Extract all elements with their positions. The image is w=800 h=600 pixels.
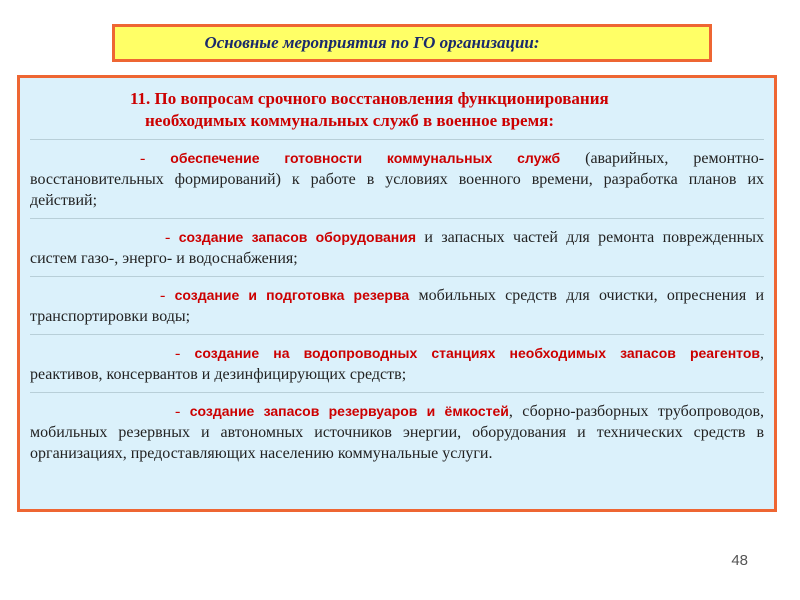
item-text: мобильных средств для очистки, опреснения и транспортировки воды; — [30, 287, 765, 325]
slide-title: Основные мероприятия по ГО организации: — [204, 33, 540, 52]
item-highlight: создание запасов оборудования — [178, 229, 417, 245]
divider — [30, 334, 764, 335]
section-heading — [30, 88, 764, 132]
divider — [30, 276, 764, 277]
divider — [30, 218, 764, 219]
divider — [30, 392, 764, 393]
list-item — [30, 285, 764, 327]
heading-line-1: 11. По вопросам срочного восстановления функционирования — [130, 89, 609, 108]
item-dash: - — [165, 229, 179, 246]
item-text: и запасных частей для ремонта поврежденных систем газо-, энерго- и водоснабжения; — [30, 229, 764, 267]
item-highlight: создание на водопроводных станциях необходимых запасов реагентов — [194, 345, 760, 361]
item-highlight: создание и подготовка резерва — [174, 287, 410, 303]
item-dash: - — [175, 403, 190, 420]
item-dash: - — [140, 150, 171, 167]
heading-line-2: необходимых коммунальных служб в военное время: — [145, 111, 555, 130]
item-highlight: обеспечение готовности коммунальных служб — [170, 150, 561, 166]
content-panel — [17, 75, 777, 512]
title-banner — [112, 24, 712, 62]
list-item — [30, 148, 764, 211]
divider — [30, 139, 764, 140]
item-highlight: создание запасов резервуаров и ёмкостей — [189, 403, 509, 419]
list-item — [30, 343, 764, 385]
item-text: , сборно-разборных трубопроводов, мобильных резервных и автономных источников энергии, оборудования и технических средств в организациях, предоставляющих населению коммунальные услуги. — [30, 403, 764, 462]
page-number: 48 — [731, 552, 748, 569]
list-item — [30, 401, 764, 464]
list-item — [30, 227, 764, 269]
item-text: (аварийных, ремонтно-восстановительных формирований) к работе в условиях военного времени, разработка планов их действий; — [30, 150, 765, 209]
item-dash: - — [160, 287, 175, 304]
item-text: , реактивов, консервантов и дезинфицирующих средств; — [30, 345, 764, 383]
item-dash: - — [175, 345, 195, 362]
